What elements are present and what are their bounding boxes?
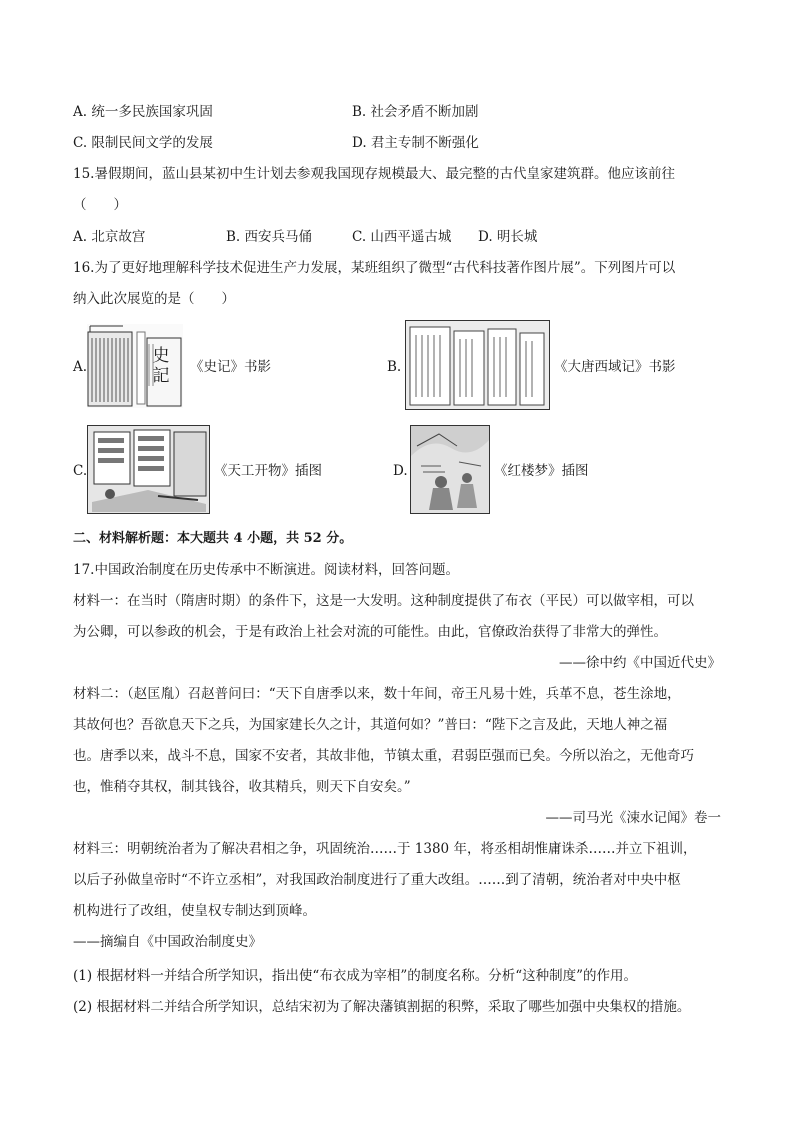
- datang-xiyuji-book-image: [405, 320, 550, 410]
- tiangong-kaiwu-illustration: [87, 425, 210, 514]
- q17-material3-line3: 机构进行了改组，使皇权专制达到顶峰。: [73, 903, 316, 919]
- q17-material1-source: ——徐中约《中国近代史》: [559, 655, 721, 671]
- q17-material2-line2: 其故何也？吾欲息天下之兵，为国家建长久之计，其道何如？”普曰：“陛下之言及此，天地人神之福: [73, 717, 668, 733]
- q16-option-b-label: B.: [387, 359, 402, 375]
- q16-option-c-label: C.: [73, 463, 88, 479]
- q16-option-c-caption: 《天工开物》插图: [214, 463, 322, 479]
- q17-stem: 17.中国政治制度在历史传承中不断演进。阅读材料，回答问题。: [73, 562, 459, 578]
- hongloumeng-illustration: [410, 425, 490, 514]
- q17-material1-line1: 材料一：在当时（隋唐时期）的条件下，这是一大发明。这种制度提供了布衣（平民）可以做宰相，可以: [73, 593, 694, 609]
- q15-option-d: D. 明长城: [478, 229, 538, 245]
- q17-material2-line3: 也。唐季以来，战斗不息，国家不安者，其故非他，节镇太重，君弱臣强而已矣。今所以治之，无他奇巧: [73, 748, 694, 764]
- q16-option-b-caption: 《大唐西域记》书影: [554, 359, 676, 375]
- q16-stem-cont: 纳入此次展览的是（ ）: [73, 291, 235, 307]
- q17-subquestion-2: (2) 根据材料二并结合所学知识，总结宋初为了解决藩镇割据的积弊，采取了哪些加强中央集权的措施。: [73, 999, 691, 1015]
- q14-option-d: D. 君主专制不断强化: [352, 135, 479, 151]
- q17-material2-source: ——司马光《涑水记闻》卷一: [545, 810, 721, 826]
- q14-option-b: B. 社会矛盾不断加剧: [352, 104, 479, 120]
- q15-option-c: C. 山西平遥古城: [352, 229, 452, 245]
- q15-stem: 15.暑假期间，蓝山县某初中生计划去参观我国现存规模最大、最完整的古代皇家建筑群。他应该前往: [73, 166, 675, 182]
- q16-option-d-label: D.: [393, 463, 408, 479]
- q17-subquestion-1: (1) 根据材料一并结合所学知识，指出使“布衣成为宰相”的制度名称。分析“这种制度”的作用。: [73, 968, 638, 984]
- q16-option-d-caption: 《红楼梦》插图: [494, 463, 589, 479]
- q16-option-a-caption: 《史记》书影: [190, 359, 271, 375]
- q16-option-a-label: A.: [73, 359, 88, 375]
- shiji-seal-text: 史記: [152, 346, 170, 386]
- q15-option-a: A. 北京故宫: [73, 229, 146, 245]
- section2-heading: 二、材料解析题：本大题共 4 小题，共 52 分。: [73, 531, 353, 546]
- q17-material3-source: ——摘编自《中国政治制度史》: [73, 934, 262, 950]
- q17-material1-line2: 为公卿，可以参政的机会，于是有政治上社会对流的可能性。由此，官僚政治获得了非常大的弹性。: [73, 624, 667, 640]
- q17-material2-line4: 也，惟稍夺其权，制其钱谷，收其精兵，则天下自安矣。”: [73, 779, 411, 795]
- q17-material2-line1: 材料二：（赵匡胤）召赵普问曰：“天下自唐季以来，数十年间，帝王凡易十姓，兵革不息，苍生涂地，: [73, 686, 681, 702]
- q15-option-b: B. 西安兵马俑: [226, 229, 313, 245]
- q17-material3-line1: 材料三：明朝统治者为了解决君相之争，巩固统治……于 1380 年，将丞相胡惟庸诛杀……并立下祖训，: [73, 841, 697, 857]
- q14-option-a: A. 统一多民族国家巩固: [73, 104, 213, 120]
- q14-option-c: C. 限制民间文学的发展: [73, 135, 213, 151]
- q16-stem: 16.为了更好地理解科学技术促进生产力发展，某班组织了微型“古代科技著作图片展”。下列图片可以: [73, 260, 676, 276]
- q15-answer-blank: （ ）: [73, 197, 127, 213]
- q17-material3-line2: 以后子孙做皇帝时“不许立丞相”，对我国政治制度进行了重大改组。……到了清朝，统治者对中央中枢: [73, 872, 681, 888]
